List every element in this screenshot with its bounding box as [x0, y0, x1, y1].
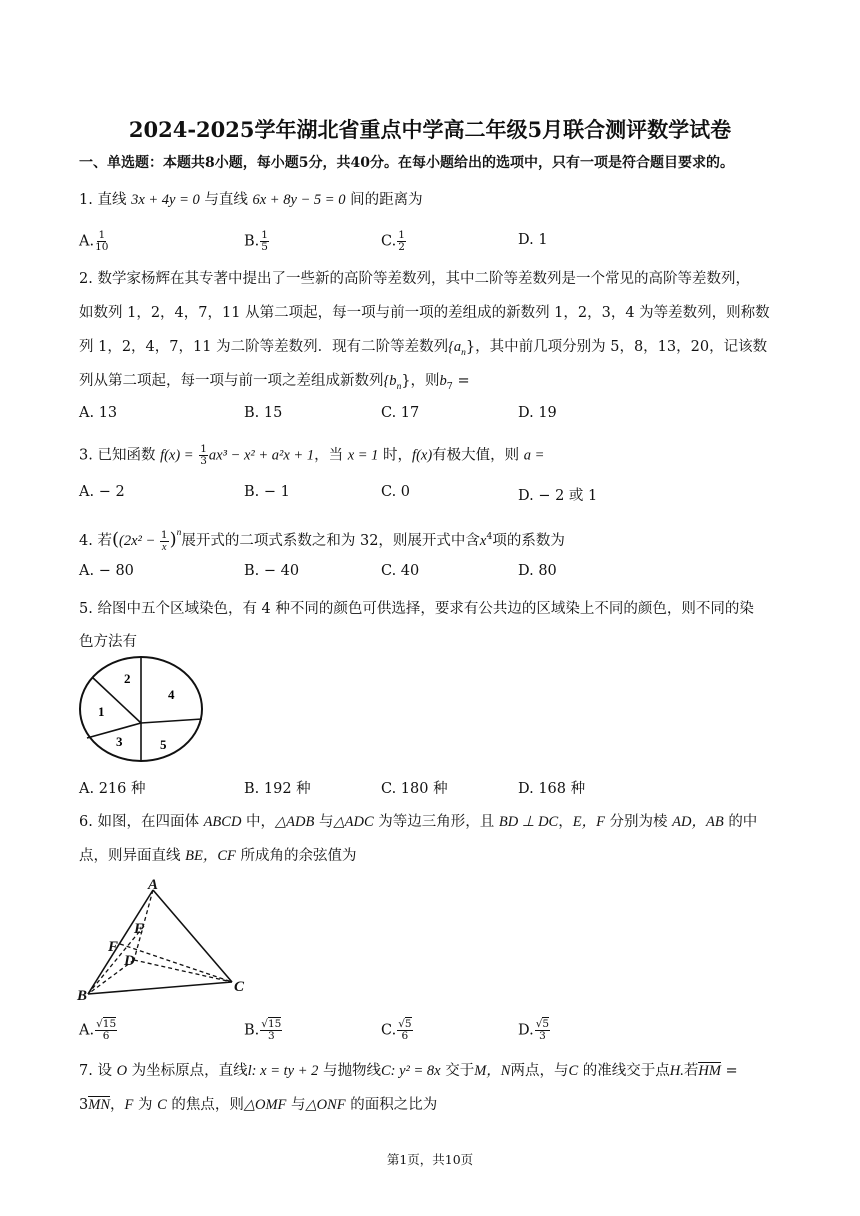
q5-option-c: C. 180 种 — [381, 781, 448, 797]
vertex-label-d: D — [124, 953, 135, 969]
q2-line-1: 2. 数学家杨辉在其专著中提出了一些新的高阶等差数列，其中二阶等差数列是一个常见的高阶等差数列， — [79, 271, 750, 287]
vertex-label-a: A — [148, 877, 159, 893]
region-label-3: 3 — [116, 734, 123, 749]
region-label-5: 5 — [160, 737, 167, 752]
q6-option-d: D. $\frac{√5}{3}$ — [518, 1018, 550, 1042]
q3-option-a: A. − 2 — [79, 484, 125, 500]
q2-option-b: B. 15 — [244, 405, 283, 421]
q6-line-2: 点，则异面直线 BE，CF 所成角的余弦值为 — [79, 848, 357, 864]
region-label-2: 2 — [124, 671, 131, 686]
region-coloring-figure — [78, 654, 208, 766]
q4-option-d: D. 80 — [518, 563, 557, 579]
region-label-1: 1 — [98, 704, 105, 719]
tetrahedron-figure — [74, 876, 254, 1004]
q5-option-d: D. 168 种 — [518, 781, 586, 797]
q5-option-a: A. 216 种 — [79, 781, 146, 797]
q1-option-a: A. $\frac{1}{10}$ — [79, 229, 109, 253]
vertex-label-c: C — [234, 979, 245, 995]
q2-line-3: 列 1，2，4，7，11 为二阶等差数列．现有二阶等差数列$\{a_n\}$，其中前几项分别为 5，8，13，20，记该数 — [79, 339, 768, 358]
q6-option-a: A. $\frac{√15}{6}$ — [79, 1018, 117, 1042]
q5-line-2: 色方法有 — [79, 634, 137, 650]
q4-option-a: A. − 80 — [79, 563, 134, 579]
q2-line-2: 如数列 1，2，4，7，11 从第二项起，每一项与前一项的差组成的新数列 1，2，3，4 为等差数列，则称数 — [79, 305, 770, 321]
page-title: 2024-2025学年湖北省重点中学高二年级5月联合测评数学试卷 — [128, 117, 732, 142]
q7-line-2: 3MN，F 为 C 的焦点，则△OMF 与△ONF 的面积之比为 — [79, 1097, 438, 1113]
q6-option-b: B. $\frac{√15}{3}$ — [244, 1018, 282, 1042]
q1-option-d: D. 1 — [518, 232, 548, 248]
question-4: 4. 若((2x² − $\frac{1}{x}$ )$^n$展开式的二项式系数之和为 32，则展开式中含$x^4$项的系数为 — [79, 528, 565, 553]
q6-option-c: C. $\frac{√5}{6}$ — [381, 1018, 412, 1042]
vertex-label-b: B — [77, 988, 88, 1004]
q2-option-c: C. 17 — [381, 405, 420, 421]
q7-line-1: 7. 设 O 为坐标原点，直线l: x = ty + 2 与抛物线C: y² = 8x 交于M，N两点，与C 的准线交于点H.若HM = — [79, 1063, 738, 1079]
page-footer: 第1页，共10页 — [386, 1152, 474, 1167]
q4-option-c: C. 40 — [381, 563, 420, 579]
point-label-f: F — [108, 939, 119, 955]
q3-option-c: C. 0 — [381, 484, 411, 500]
q2-option-a: A. 13 — [79, 405, 118, 421]
q1-option-c: C. $\frac{1}{2}$ — [381, 229, 405, 253]
q2-line-4: 列从第二项起，每一项与前一项之差组成新数列$\{b_n\}$，则$b_7$ = — [79, 373, 470, 392]
q4-option-b: B. − 40 — [244, 563, 300, 579]
q3-option-b: B. − 1 — [244, 484, 290, 500]
question-3: 3. 已知函数 f(x) = $\frac{1}{3}$ ax³ − x² + a²x + 1，当 x = 1 时，f(x)有极大值，则 a = — [79, 443, 545, 467]
q5-line-1: 5. 给图中五个区域染色，有 4 种不同的颜色可供选择，要求有公共边的区域染上不同的颜色，则不同的染 — [79, 601, 754, 617]
region-label-4: 4 — [168, 687, 175, 702]
q6-line-1: 6. 如图，在四面体 ABCD 中，△ADB 与△ADC 为等边三角形，且 BD ⊥ DC，E，F 分别为棱 AD，AB 的中 — [79, 814, 758, 830]
question-1: 1. 直线 3x + 4y = 0 与直线 6x + 8y − 5 = 0 间的距离为 — [79, 192, 423, 208]
q2-option-d: D. 19 — [518, 405, 557, 421]
q1-option-b: B. $\frac{1}{5}$ — [244, 229, 268, 253]
section-heading: 一、单选题：本题共8小题，每小题5分，共40分。在每小题给出的选项中，只有一项是符合题目要求的。 — [79, 155, 734, 171]
point-label-e: E — [134, 921, 145, 937]
q3-option-d: D. − 2 或 1 — [518, 488, 598, 504]
q5-option-b: B. 192 种 — [244, 781, 311, 797]
